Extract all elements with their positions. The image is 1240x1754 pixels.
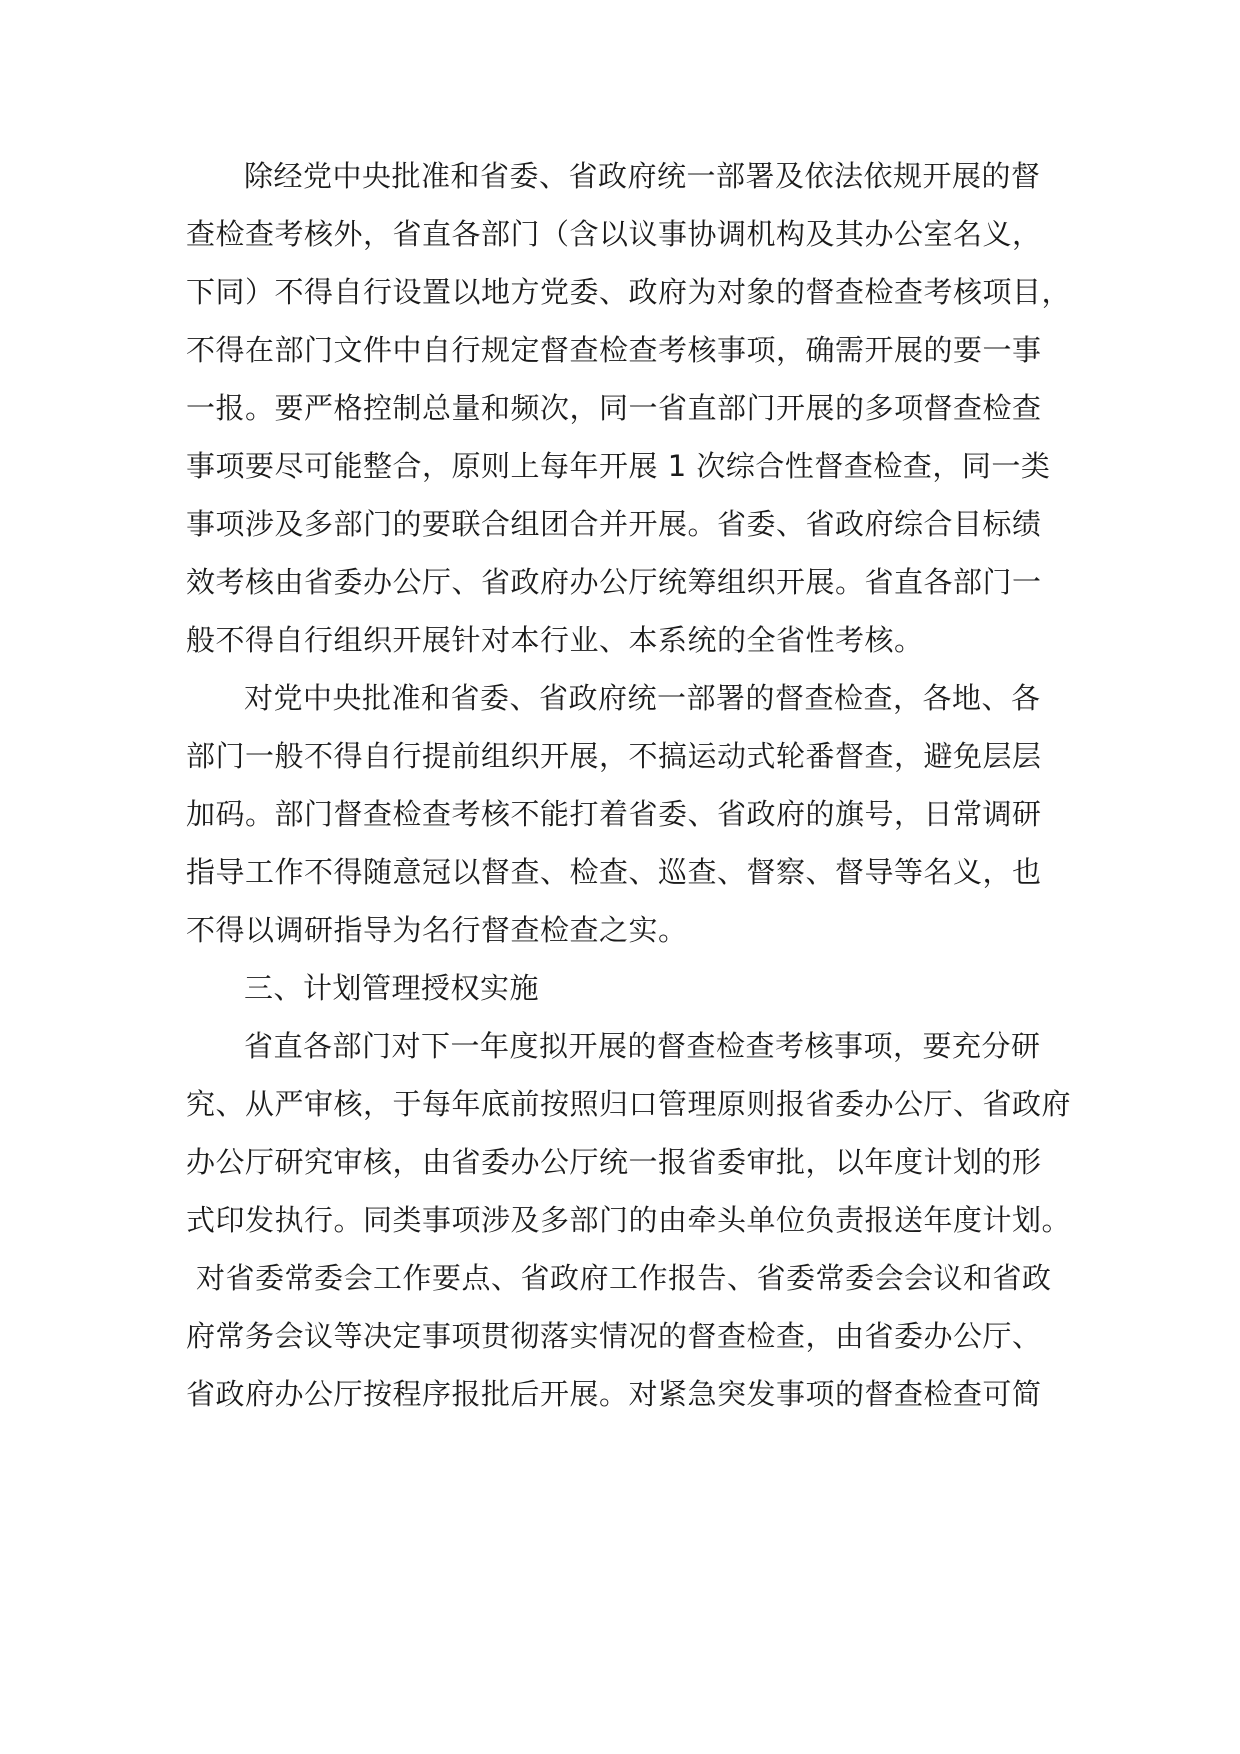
paragraph-4-line-3: 省政府办公厅按程序报批后开展。对紧急突发事项的督查检查可简: [186, 1377, 1042, 1411]
paragraph-2-line-5: 不得以调研指导为名行督查检查之实。: [186, 913, 688, 947]
paragraph-1-line-4: 不得在部门文件中自行规定督查检查考核事项，确需开展的要一事: [186, 333, 1042, 367]
paragraph-3-line-4: 式印发执行。同类事项涉及多部门的由牵头单位负责报送年度计划。: [186, 1203, 1072, 1237]
paragraph-1-line-6: 事项要尽可能整合，原则上每年开展 1 次综合性督查检查，同一类: [186, 449, 1051, 483]
paragraph-4-line-2: 府常务会议等决定事项贯彻落实情况的督查检查，由省委办公厅、: [186, 1319, 1042, 1353]
paragraph-2-line-2: 部门一般不得自行提前组织开展，不搞运动式轮番督查，避免层层: [186, 739, 1042, 773]
paragraph-2-line-4: 指导工作不得随意冠以督查、检查、巡查、督察、督导等名义，也: [186, 855, 1042, 889]
paragraph-1-line-2: 查检查考核外，省直各部门（含以议事协调机构及其办公室名义，: [186, 217, 1042, 251]
paragraph-1-line-1: 除经党中央批准和省委、省政府统一部署及依法依规开展的督: [244, 159, 1041, 193]
paragraph-2-line-1: 对党中央批准和省委、省政府统一部署的督查检查，各地、各: [244, 681, 1041, 715]
section-heading: 三、计划管理授权实施: [244, 971, 540, 1005]
paragraph-3-line-1: 省直各部门对下一年度拟开展的督查检查考核事项，要充分研: [244, 1029, 1041, 1063]
paragraph-1-line-8: 效考核由省委办公厅、省政府办公厅统筹组织开展。省直各部门一: [186, 565, 1042, 599]
paragraph-1-line-5: 一报。要严格控制总量和频次，同一省直部门开展的多项督查检查: [186, 391, 1042, 425]
paragraph-3-line-3: 办公厅研究审核，由省委办公厅统一报省委审批，以年度计划的形: [186, 1145, 1042, 1179]
paragraph-2-line-3: 加码。部门督查检查考核不能打着省委、省政府的旗号，日常调研: [186, 797, 1042, 831]
paragraph-1-line-9: 般不得自行组织开展针对本行业、本系统的全省性考核。: [186, 623, 924, 657]
paragraph-4-line-1: 对省委常委会工作要点、省政府工作报告、省委常委会会议和省政: [196, 1261, 1052, 1295]
paragraph-1-line-7: 事项涉及多部门的要联合组团合并开展。省委、省政府综合目标绩: [186, 507, 1042, 541]
paragraph-1-line-3: 下同）不得自行设置以地方党委、政府为对象的督查检查考核项目，: [186, 275, 1072, 309]
paragraph-3-line-2: 究、从严审核，于每年底前按照归口管理原则报省委办公厅、省政府: [186, 1087, 1072, 1121]
